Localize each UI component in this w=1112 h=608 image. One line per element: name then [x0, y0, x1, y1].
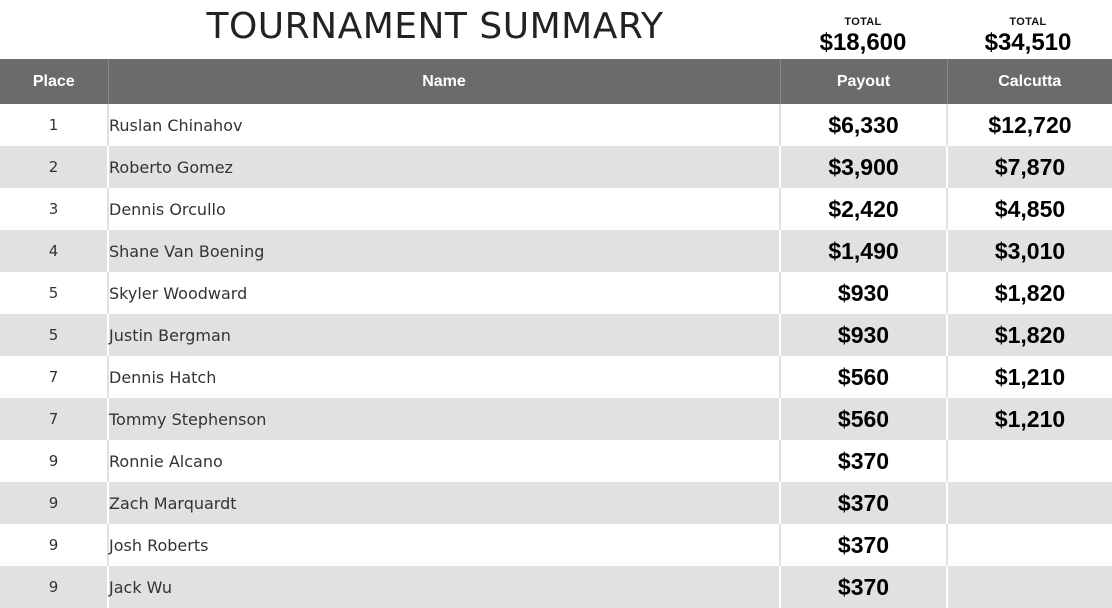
payout-cell: $930: [780, 314, 947, 356]
payout-total-label: TOTAL: [844, 16, 882, 28]
payout-cell: $560: [780, 356, 947, 398]
place-cell: 5: [0, 314, 108, 356]
table-row: [0, 104, 1112, 146]
calcutta-cell: $1,210: [994, 405, 1066, 432]
place-cell: 7: [0, 398, 108, 440]
table-row: [0, 524, 1112, 566]
table-row: [0, 398, 1112, 440]
calcutta-cell: [947, 440, 1112, 482]
calcutta-cell: [947, 566, 1112, 608]
table-row: [0, 230, 1112, 272]
payout-cell: $6,330: [780, 104, 947, 146]
calcutta-cell: $1,210: [994, 363, 1066, 390]
calcutta-cell: $1,820: [994, 321, 1066, 348]
place-cell: 2: [0, 146, 108, 188]
name-cell: Ruslan Chinahov: [108, 104, 780, 146]
calcutta-cell: $1,820: [994, 279, 1066, 306]
payout-cell: $370: [780, 482, 947, 524]
name-cell: Roberto Gomez: [108, 146, 780, 188]
place-cell: 9: [0, 482, 108, 524]
payout-cell: $370: [780, 524, 947, 566]
place-cell: 9: [0, 566, 108, 608]
name-cell: Dennis Orcullo: [108, 188, 780, 230]
summary-table: [0, 59, 1112, 608]
name-cell: Zach Marquardt: [108, 482, 780, 524]
table-row: [0, 566, 1112, 608]
place-cell: 1: [0, 104, 108, 146]
table-row: [0, 188, 1112, 230]
calcutta-cell: [947, 524, 1112, 566]
place-cell: 9: [0, 524, 108, 566]
calcutta-total-value: $34,510: [984, 29, 1072, 56]
place-cell: 9: [0, 440, 108, 482]
calcutta-cell: $4,850: [994, 195, 1066, 222]
place-cell: 5: [0, 272, 108, 314]
place-cell: 7: [0, 356, 108, 398]
payout-cell: $1,490: [780, 230, 947, 272]
payout-cell: $3,900: [780, 146, 947, 188]
payout-total-value: $18,600: [819, 29, 907, 56]
name-cell: Shane Van Boening: [108, 230, 780, 272]
name-cell: Skyler Woodward: [108, 272, 780, 314]
table-header-row: [0, 59, 1112, 104]
payout-cell: $560: [780, 398, 947, 440]
name-cell: Josh Roberts: [108, 524, 780, 566]
name-cell: Jack Wu: [108, 566, 780, 608]
calcutta-cell: $3,010: [994, 237, 1066, 264]
payout-cell: $2,420: [780, 188, 947, 230]
calcutta-cell: $7,870: [994, 153, 1066, 180]
place-cell: 4: [0, 230, 108, 272]
table-row: [0, 146, 1112, 188]
calcutta-cell: [947, 482, 1112, 524]
place-cell: 3: [0, 188, 108, 230]
payout-cell: $370: [780, 566, 947, 608]
name-cell: Tommy Stephenson: [108, 398, 780, 440]
payout-cell: $930: [780, 272, 947, 314]
name-cell: Dennis Hatch: [108, 356, 780, 398]
name-cell: Ronnie Alcano: [108, 440, 780, 482]
page-title: TOURNAMENT SUMMARY: [206, 6, 664, 47]
calcutta-total-label: TOTAL: [1009, 16, 1047, 28]
column-header-place: Place: [0, 59, 108, 104]
table-row: [0, 440, 1112, 482]
column-header-name: Name: [108, 59, 780, 104]
name-cell: Justin Bergman: [108, 314, 780, 356]
table-row: [0, 482, 1112, 524]
table-row: [0, 272, 1112, 314]
payout-total: [783, 16, 943, 57]
column-header-payout: Payout: [780, 59, 947, 104]
column-header-calcutta: Calcutta: [998, 72, 1062, 90]
calcutta-cell: $12,720: [988, 111, 1072, 138]
table-body: [0, 104, 1112, 608]
calcutta-total: [948, 16, 1108, 57]
payout-cell: $370: [780, 440, 947, 482]
table-row: [0, 356, 1112, 398]
table-row: [0, 314, 1112, 356]
